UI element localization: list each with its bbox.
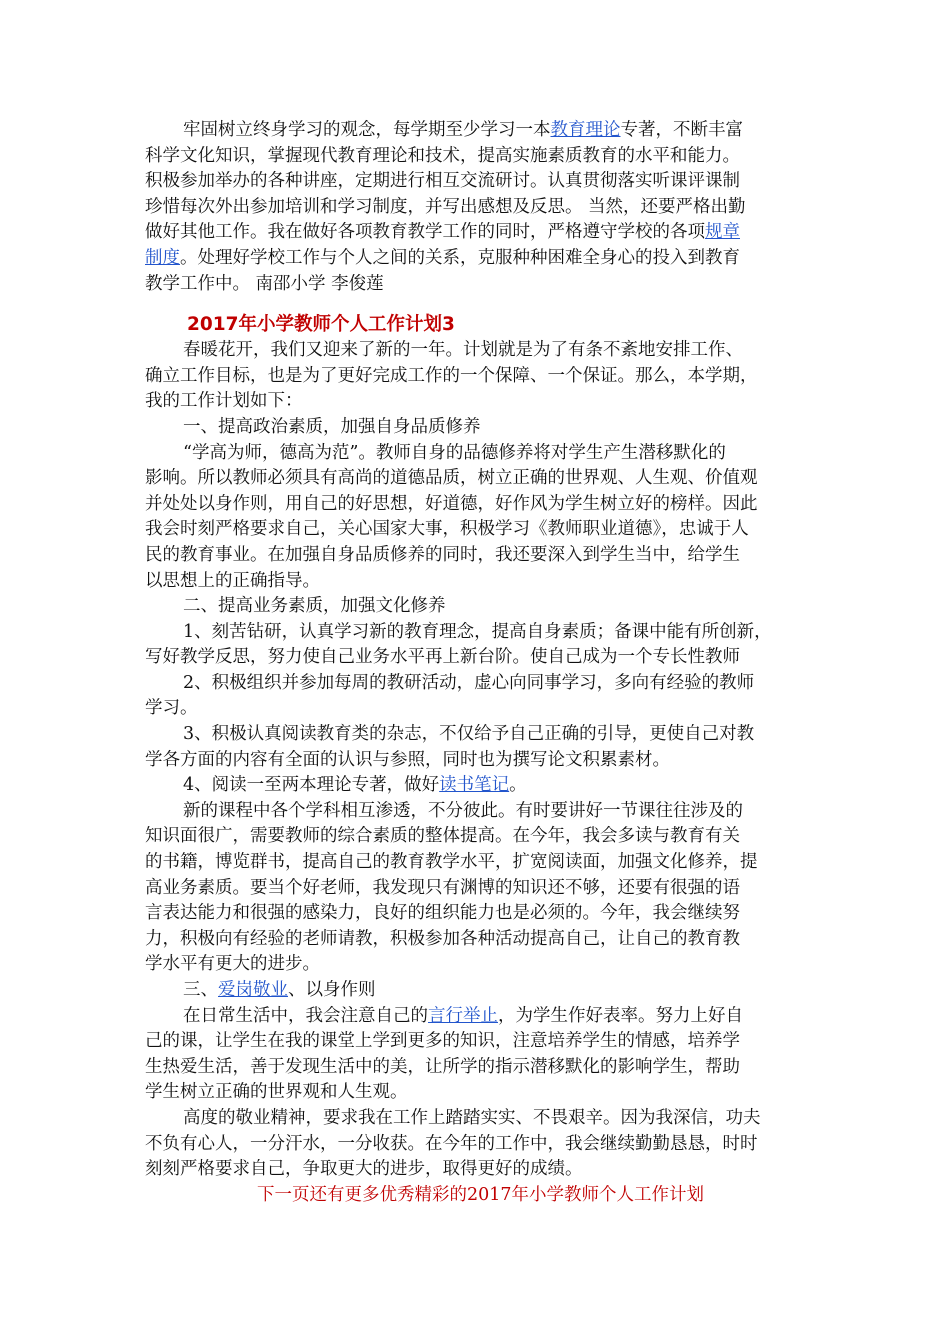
link-rules[interactable]: 规章 (705, 222, 740, 243)
paragraph-intro (145, 338, 805, 415)
text-line: 学各方面的内容有全面的认识与参照，同时也为撰写论文积累素材。 (145, 749, 670, 770)
list-item: 3、积极认真阅读教育类的杂志，不仅给予自己正确的引导，更使自己对教 (183, 724, 755, 745)
text-line: 并处处以身作则，用自己的好思想，好道德，好作风为学生树立好的榜样。因此 (145, 493, 758, 514)
text-line: 珍惜每次外出参加培训和学习制度，并写出感想及反思。 当然，还要严格出勤 (145, 196, 746, 217)
link-education-theory[interactable]: 教育理论 (550, 120, 621, 140)
text-line: 己的课，让学生在我的课堂上学到更多的知识，注意培养学生的情感，培养学 (145, 1031, 740, 1052)
text-span: 做好其他工作。我在做好各项教育教学工作的同时，严格遵守学校的各项 (145, 222, 705, 243)
link-reading-notes[interactable]: 读书笔记 (439, 775, 510, 796)
text-line: 知识面很广，需要教师的综合素质的整体提高。在今年，我会多读与教育有关 (145, 826, 740, 847)
text-line: 春暖花开，我们又迎来了新的一年。计划就是为了有条不紊地安排工作、 (183, 340, 743, 361)
text-line: 力，积极向有经验的老师请教，积极参加各种活动提高自己，让自己的教育教 (145, 928, 740, 949)
next-page-notice: 下一页还有更多优秀精彩的2017年小学教师个人工作计划 (257, 1184, 705, 1205)
text-line: 学水平有更大的进步。 (145, 954, 320, 975)
text-line (145, 118, 805, 144)
text-line: “学高为师，德高为范”。教师自身的品德修养将对学生产生潜移默化的 (183, 442, 726, 463)
text-line: 高业务素质。要当个好老师，我发现只有渊博的知识还不够，还要有很强的语 (145, 877, 740, 898)
paragraph-dedication (145, 1106, 805, 1183)
paragraph-section-2 (145, 799, 805, 978)
text-span: 、以身作则 (288, 980, 376, 1000)
text-span: ，为学生作好表率。努力上好自 (498, 1005, 743, 1026)
text-line: 写好教学反思，努力使自己业务水平再上新台阶。使自己成为一个专长性教师 (145, 647, 740, 668)
text-span: 在日常生活中，我会注意自己的 (183, 1005, 428, 1026)
link-conduct[interactable]: 言行举止 (428, 1005, 498, 1026)
link-system[interactable]: 制度 (145, 247, 180, 268)
text-span: 。 (509, 775, 527, 796)
paragraph-study (145, 118, 805, 297)
text-line: 我的工作计划如下： (145, 391, 303, 412)
text-line: 民的教育事业。在加强自身品质修养的同时，我还要深入到学生当中，给学生 (145, 544, 740, 565)
text-line (145, 1004, 805, 1030)
text-span: 4、阅读一至两本理论专著，做好 (183, 775, 440, 796)
text-line: 我会时刻严格要求自己，关心国家大事，积极学习《教师职业道德》，忠诚于人 (145, 519, 749, 540)
text-line: 不负有心人，一分汗水，一分收获。在今年的工作中，我会继续勤勤恳恳，时时 (145, 1133, 758, 1154)
paragraph-section-3 (145, 1004, 805, 1106)
list-item (145, 773, 805, 799)
list-item: 1、刻苦钻研，认真学习新的教育理念，提高自身素质；备课中能有所创新， (183, 621, 772, 642)
text-line: 以思想上的正确指导。 (145, 570, 320, 591)
text-line: 积极参加举办的各种讲座，定期进行相互交流研讨。认真贯彻落实听课评课制 (145, 171, 740, 192)
text-line: 学习。 (145, 698, 198, 719)
text-span: 三、 (183, 980, 218, 1000)
heading-section-1: 一、提高政治素质，加强自身品质修养 (183, 416, 481, 437)
text-line: 学生树立正确的世界观和人生观。 (145, 1082, 408, 1103)
text-line: 影响。所以教师必须具有高尚的道德品质，树立正确的世界观、人生观、价值观 (145, 468, 758, 489)
text-line: 确立工作目标，也是为了更好完成工作的一个保障、一个保证。那么，本学期， (145, 365, 758, 386)
section-title: 2017年小学教师个人工作计划3 (187, 314, 455, 336)
text-line: 生热爱生活，善于发现生活中的美，让所学的指示潜移默化的影响学生，帮助 (145, 1056, 740, 1077)
text-line: 刻刻严格要求自己，争取更大的进步，取得更好的成绩。 (145, 1159, 583, 1180)
heading-section-3 (145, 978, 805, 1004)
text-line (145, 220, 805, 246)
paragraph-section-1 (145, 441, 805, 595)
text-span: 牢固树立终身学习的观念，每学期至少学习一本 (183, 120, 551, 140)
document-body (145, 118, 805, 1208)
text-line: 科学文化知识，掌握现代教育理论和技术，提高实施素质教育的水平和能力。 (145, 145, 740, 166)
signature-line: 教学工作中。 南邵小学 李俊莲 (145, 273, 384, 294)
text-span: 。处理好学校工作与个人之间的关系，克服种种困难全身心的投入到教育 (180, 247, 740, 268)
text-span: 专著，不断丰富 (620, 120, 743, 140)
text-line: 高度的敬业精神，要求我在工作上踏踏实实、不畏艰辛。因为我深信，功夫 (183, 1107, 761, 1128)
text-line: 言表达能力和很强的感染力，良好的组织能力也是必须的。今年，我会继续努 (145, 903, 740, 924)
text-line: 新的课程中各个学科相互渗透，不分彼此。有时要讲好一节课往往涉及的 (183, 800, 743, 821)
heading-section-2: 二、提高业务素质，加强文化修养 (183, 596, 446, 617)
list-section-2 (145, 620, 805, 799)
text-line: 的书籍，博览群书，提高自己的教育教学水平，扩宽阅读面，加强文化修养，提 (145, 852, 758, 873)
link-dedication[interactable]: 爱岗敬业 (218, 980, 288, 1000)
text-line (145, 246, 805, 272)
list-item: 2、积极组织并参加每周的教研活动，虚心向同事学习，多向有经验的教师 (183, 672, 755, 693)
